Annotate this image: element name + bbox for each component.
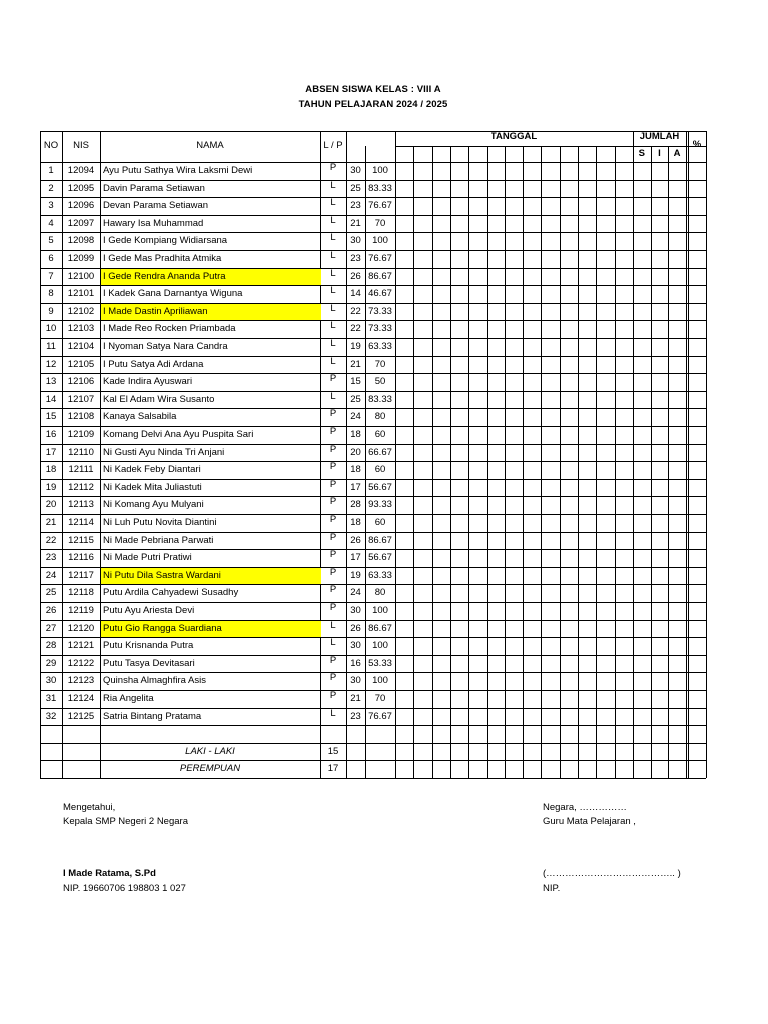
row-no: 27 bbox=[45, 622, 57, 634]
row-percentage: 56.67 bbox=[368, 481, 392, 493]
row-percentage: 56.67 bbox=[368, 552, 392, 564]
row-nama: Hawary Isa Muhammad bbox=[103, 217, 204, 229]
row-nama: I Gede Mas Pradhita Atmika bbox=[103, 253, 222, 264]
header-nama: NAMA bbox=[196, 140, 224, 151]
row-nis: 12115 bbox=[68, 534, 94, 546]
row-nama: Ni Luh Putu Novita Diantini bbox=[103, 517, 217, 528]
row-nis: 12104 bbox=[67, 341, 95, 352]
sheet-subtitle: TAHUN PELAJARAN 2024 / 2025 bbox=[298, 99, 448, 110]
row-lp: P bbox=[329, 531, 337, 543]
row-nama: Kal El Adam Wira Susanto bbox=[103, 393, 215, 405]
row-percentage: 76.67 bbox=[368, 200, 392, 212]
row-no: 7 bbox=[48, 270, 54, 282]
footer-place-date: Negara, …………… bbox=[543, 802, 627, 813]
row-no: 28 bbox=[45, 640, 57, 652]
row-score: 30 bbox=[350, 675, 361, 687]
row-nama: Putu Tasya Devitasari bbox=[103, 657, 195, 669]
row-percentage: 100 bbox=[372, 605, 388, 616]
row-score: 23 bbox=[350, 710, 361, 722]
row-score: 23 bbox=[350, 200, 361, 212]
row-percentage: 86.67 bbox=[368, 534, 392, 546]
row-lp: L bbox=[330, 302, 336, 314]
row-nama: Ni Gusti Ayu Ninda Tri Anjani bbox=[103, 446, 225, 458]
row-percentage: 100 bbox=[372, 235, 388, 247]
row-percentage: 86.67 bbox=[368, 270, 392, 282]
header-a: A bbox=[673, 148, 681, 159]
date-col-divider bbox=[578, 146, 579, 778]
row-percentage: 83.33 bbox=[368, 182, 392, 194]
row-percentage: 63.33 bbox=[368, 569, 392, 581]
row-nama: I Putu Satya Adi Ardana bbox=[103, 358, 204, 370]
header-no: NO bbox=[43, 140, 59, 151]
date-col-divider bbox=[615, 146, 616, 778]
row-nis: 12103 bbox=[67, 323, 95, 335]
row-nis: 12112 bbox=[68, 481, 94, 493]
row-lp: P bbox=[329, 690, 337, 701]
header-i: I bbox=[658, 148, 661, 159]
date-col-divider bbox=[541, 146, 542, 778]
row-lp: L bbox=[330, 619, 336, 631]
row-lp: L bbox=[330, 338, 336, 349]
row-no: 19 bbox=[45, 481, 57, 493]
row-lp: P bbox=[329, 584, 337, 596]
row-nis: 12101 bbox=[67, 288, 95, 300]
row-percentage: 80 bbox=[374, 587, 386, 599]
row-no: 16 bbox=[45, 429, 57, 440]
header-lp: L / P bbox=[323, 140, 343, 151]
date-col-divider bbox=[596, 146, 597, 778]
row-nama: Quinsha Almaghfira Asis bbox=[103, 675, 206, 687]
row-nama: I Gede Rendra Ananda Putra bbox=[101, 269, 321, 286]
row-percentage: 83.33 bbox=[368, 393, 392, 405]
row-nis: 12094 bbox=[67, 165, 95, 176]
table-right-border bbox=[706, 131, 707, 778]
row-lp: P bbox=[329, 162, 337, 173]
row-no: 25 bbox=[45, 587, 57, 599]
row-score: 18 bbox=[350, 464, 361, 476]
row-lp: P bbox=[329, 373, 337, 385]
row-no: 8 bbox=[48, 288, 54, 300]
header-percent: % bbox=[692, 139, 702, 150]
row-percentage: 100 bbox=[372, 675, 388, 687]
row-nis: 12102 bbox=[67, 305, 95, 317]
row-nama: Kade Indira Ayuswari bbox=[103, 376, 193, 388]
row-percentage: 50 bbox=[374, 376, 386, 388]
date-col-divider bbox=[560, 146, 561, 778]
row-no: 21 bbox=[45, 517, 57, 528]
row-nis: 12109 bbox=[67, 429, 95, 440]
header-jumlah: JUMLAH bbox=[639, 131, 680, 142]
date-col-divider bbox=[487, 146, 488, 778]
row-score: 24 bbox=[350, 411, 361, 423]
row-score: 17 bbox=[350, 481, 361, 493]
row-nis: 12110 bbox=[68, 446, 94, 458]
row-lp: P bbox=[329, 549, 337, 561]
row-nama: Ni Made Pebriana Parwati bbox=[103, 534, 214, 546]
footer-principal-name: I Made Ratama, S.Pd bbox=[63, 868, 156, 879]
header-nis: NIS bbox=[73, 140, 89, 151]
row-lp: L bbox=[330, 390, 336, 402]
row-no: 26 bbox=[45, 605, 57, 616]
row-score: 15 bbox=[350, 376, 361, 388]
row-score: 30 bbox=[350, 605, 361, 616]
row-nis: 12111 bbox=[68, 464, 94, 476]
row-lp: P bbox=[329, 602, 337, 613]
row-lp: P bbox=[329, 672, 337, 684]
row-lp: L bbox=[330, 637, 336, 649]
row-nis: 12096 bbox=[67, 200, 95, 212]
row-nama: Davin Parama Setiawan bbox=[103, 182, 205, 194]
col-divider bbox=[651, 146, 652, 778]
col-divider bbox=[633, 131, 634, 778]
row-lp: L bbox=[330, 285, 336, 297]
row-percentage: 66.67 bbox=[368, 446, 392, 458]
row-nis: 12120 bbox=[67, 622, 95, 634]
row-score: 30 bbox=[350, 640, 361, 652]
row-percentage: 76.67 bbox=[368, 253, 392, 264]
row-nis: 12123 bbox=[67, 675, 95, 687]
row-score: 21 bbox=[350, 217, 361, 229]
row-percentage: 86.67 bbox=[368, 622, 392, 634]
row-no: 22 bbox=[45, 534, 57, 546]
row-percentage: 100 bbox=[372, 165, 388, 176]
row-lp: P bbox=[329, 654, 337, 666]
row-nis: 12122 bbox=[67, 657, 95, 669]
row-nis: 12100 bbox=[67, 270, 95, 282]
col-divider bbox=[668, 146, 669, 778]
row-lp: L bbox=[330, 267, 336, 279]
col-divider bbox=[688, 131, 689, 778]
row-no: 31 bbox=[45, 693, 57, 704]
row-nis: 12121 bbox=[67, 640, 95, 652]
row-score: 17 bbox=[350, 552, 361, 564]
row-no: 18 bbox=[45, 464, 57, 476]
row-lp: P bbox=[329, 478, 337, 490]
row-percentage: 53.33 bbox=[368, 657, 392, 669]
row-score: 14 bbox=[350, 288, 361, 300]
row-no: 17 bbox=[45, 446, 57, 458]
row-no: 9 bbox=[48, 305, 54, 317]
row-nis: 12125 bbox=[67, 710, 95, 722]
row-no: 11 bbox=[46, 341, 56, 352]
row-nis: 12114 bbox=[68, 517, 94, 528]
summary-laki-count: 15 bbox=[327, 745, 339, 757]
row-score: 19 bbox=[350, 569, 361, 581]
row-nama: Komang Delvi Ana Ayu Puspita Sari bbox=[103, 429, 254, 440]
row-percentage: 73.33 bbox=[368, 323, 392, 335]
row-score: 16 bbox=[350, 657, 361, 669]
row-score: 25 bbox=[350, 393, 361, 405]
date-col-divider bbox=[432, 146, 433, 778]
row-percentage: 70 bbox=[374, 693, 386, 704]
row-nama: I Kadek Gana Darnantya Wiguna bbox=[103, 288, 243, 300]
row-no: 20 bbox=[45, 499, 57, 511]
row-lp: L bbox=[330, 355, 336, 367]
row-percentage: 100 bbox=[372, 640, 388, 652]
row-percentage: 63.33 bbox=[368, 341, 392, 352]
row-lp: L bbox=[330, 250, 336, 261]
row-nama: Putu Gio Rangga Suardiana bbox=[101, 621, 321, 638]
row-percentage: 70 bbox=[374, 217, 386, 229]
row-nis: 12106 bbox=[67, 376, 95, 388]
row-score: 18 bbox=[350, 429, 361, 440]
row-nama: Ayu Putu Sathya Wira Laksmi Dewi bbox=[103, 165, 253, 176]
row-no: 30 bbox=[45, 675, 57, 687]
row-lp: P bbox=[329, 443, 337, 455]
row-nis: 12119 bbox=[68, 605, 94, 616]
row-no: 4 bbox=[48, 217, 54, 229]
row-lp: P bbox=[329, 496, 337, 508]
row-nama: I Made Dastin Apriliawan bbox=[101, 304, 321, 321]
sheet-title: ABSEN SISWA KELAS : VIII A bbox=[305, 84, 441, 95]
row-no: 14 bbox=[45, 393, 57, 405]
row-no: 15 bbox=[45, 411, 57, 423]
row-nama: Ni Komang Ayu Mulyani bbox=[103, 499, 204, 511]
row-lp: L bbox=[330, 214, 336, 226]
row-no: 3 bbox=[48, 200, 54, 212]
row-lp: L bbox=[330, 232, 336, 244]
row-nama: Devan Parama Setiawan bbox=[103, 200, 209, 212]
row-no: 29 bbox=[45, 657, 57, 669]
row-nis: 12098 bbox=[67, 235, 95, 247]
row-nis: 12105 bbox=[67, 358, 95, 370]
row-nama: Ni Kadek Mita Juliastuti bbox=[103, 481, 202, 493]
row-lp: P bbox=[329, 426, 337, 437]
footer-principal-nip: NIP. 19660706 198803 1 027 bbox=[63, 883, 186, 894]
row-score: 18 bbox=[350, 517, 361, 528]
row-percentage: 80 bbox=[374, 411, 386, 423]
row-nama: Putu Ayu Ariesta Devi bbox=[103, 605, 195, 616]
row-percentage: 73.33 bbox=[368, 305, 392, 317]
row-score: 26 bbox=[350, 622, 361, 634]
row-score: 24 bbox=[350, 587, 361, 599]
row-lp: P bbox=[329, 461, 337, 473]
row-percentage: 93.33 bbox=[368, 499, 392, 511]
row-score: 19 bbox=[350, 341, 361, 352]
row-score: 20 bbox=[350, 446, 361, 458]
header-tanggal: TANGGAL bbox=[490, 131, 538, 142]
row-nis: 12116 bbox=[68, 552, 94, 564]
row-divider bbox=[40, 725, 706, 726]
row-no: 13 bbox=[45, 376, 57, 388]
row-nis: 12118 bbox=[68, 587, 94, 599]
date-col-divider bbox=[450, 146, 451, 778]
row-nis: 12097 bbox=[67, 217, 95, 229]
row-nama: Satria Bintang Pratama bbox=[103, 710, 202, 722]
row-lp: L bbox=[330, 320, 336, 332]
row-nis: 12113 bbox=[68, 499, 94, 511]
row-score: 30 bbox=[350, 235, 361, 247]
summary-perempuan-count: 17 bbox=[327, 763, 339, 775]
row-percentage: 60 bbox=[374, 429, 386, 440]
row-score: 22 bbox=[350, 305, 361, 317]
row-nis: 12107 bbox=[67, 393, 95, 405]
row-score: 26 bbox=[350, 534, 361, 546]
row-score: 21 bbox=[350, 693, 361, 704]
date-col-divider bbox=[413, 146, 414, 778]
row-percentage: 60 bbox=[374, 464, 386, 476]
row-no: 1 bbox=[48, 165, 54, 176]
row-nis: 12124 bbox=[67, 693, 95, 704]
row-nama: Kanaya Salsabila bbox=[103, 411, 177, 423]
row-nis: 12095 bbox=[67, 182, 95, 194]
row-no: 5 bbox=[48, 235, 54, 247]
row-nis: 12099 bbox=[67, 253, 95, 264]
row-nama: Putu Krisnanda Putra bbox=[103, 640, 194, 652]
row-nis: 12108 bbox=[67, 411, 95, 423]
row-no: 10 bbox=[45, 323, 57, 335]
summary-laki-label: LAKI - LAKI bbox=[185, 745, 235, 757]
footer-principal-title: Kepala SMP Negeri 2 Negara bbox=[63, 816, 188, 827]
row-nis: 12117 bbox=[68, 569, 94, 581]
row-percentage: 76.67 bbox=[368, 710, 392, 722]
row-score: 21 bbox=[350, 358, 361, 370]
row-score: 26 bbox=[350, 270, 361, 282]
row-nama: Ni Kadek Feby Diantari bbox=[103, 464, 201, 476]
date-col-divider bbox=[523, 146, 524, 778]
footer-known-by: Mengetahui, bbox=[63, 802, 116, 813]
row-nama: Ni Made Putri Pratiwi bbox=[103, 552, 192, 564]
row-no: 6 bbox=[48, 253, 54, 264]
col-divider bbox=[395, 131, 396, 778]
row-percentage: 60 bbox=[374, 517, 386, 528]
row-score: 22 bbox=[350, 323, 361, 335]
footer-teacher-nip: NIP. bbox=[543, 883, 561, 894]
row-no: 24 bbox=[45, 569, 57, 581]
row-lp: P bbox=[329, 408, 337, 420]
row-no: 12 bbox=[45, 358, 57, 370]
row-nama: I Made Reo Rocken Priambada bbox=[103, 323, 236, 335]
date-col-divider bbox=[505, 146, 506, 778]
row-nama: Ria Angelita bbox=[103, 693, 154, 704]
row-score: 23 bbox=[350, 253, 361, 264]
row-lp: L bbox=[330, 707, 336, 719]
row-no: 2 bbox=[48, 182, 54, 194]
row-no: 32 bbox=[45, 710, 57, 722]
row-percentage: 70 bbox=[374, 358, 386, 370]
row-score: 25 bbox=[350, 182, 361, 194]
header-s: S bbox=[638, 148, 645, 159]
row-score: 28 bbox=[350, 499, 361, 511]
row-percentage: 46.67 bbox=[368, 288, 392, 300]
row-nama: I Gede Kompiang Widiarsana bbox=[103, 235, 228, 247]
row-no: 23 bbox=[45, 552, 57, 564]
footer-teacher-title: Guru Mata Pelajaran , bbox=[543, 816, 636, 827]
footer-teacher-name: (………………………………….. ) bbox=[543, 868, 681, 879]
row-score: 30 bbox=[350, 165, 361, 176]
date-col-divider bbox=[468, 146, 469, 778]
row-lp: P bbox=[329, 514, 337, 525]
row-nama: Ni Putu Dila Sastra Wardani bbox=[101, 568, 321, 585]
row-lp: P bbox=[329, 566, 337, 578]
row-lp: L bbox=[330, 179, 336, 191]
row-divider bbox=[40, 778, 706, 779]
row-nama: Putu Ardila Cahyadewi Susadhy bbox=[103, 587, 239, 599]
row-lp: L bbox=[330, 197, 336, 209]
col-divider bbox=[686, 131, 687, 778]
summary-perempuan-label: PEREMPUAN bbox=[179, 763, 241, 775]
row-nama: I Nyoman Satya Nara Candra bbox=[103, 341, 228, 352]
